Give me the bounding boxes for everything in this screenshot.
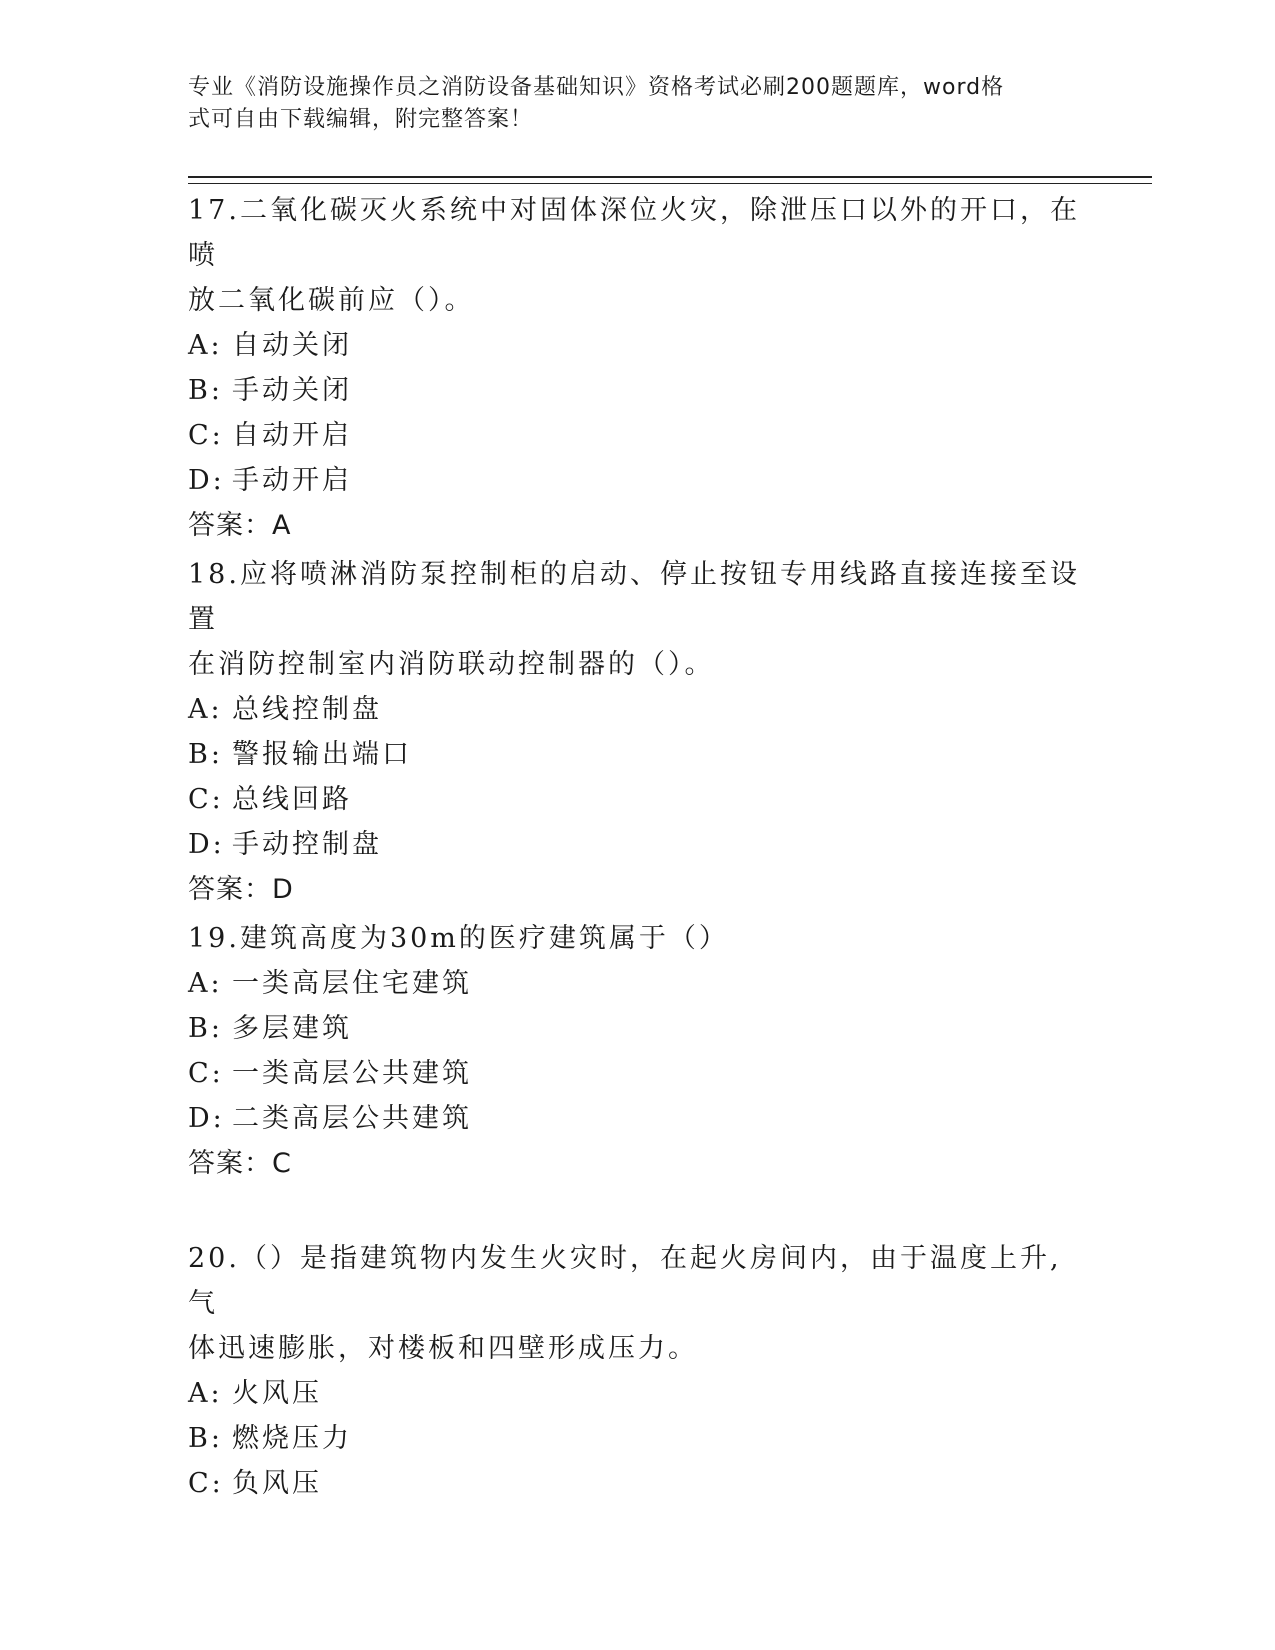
option-text: 多层建筑 [232, 1013, 352, 1044]
option-text: 总线回路 [232, 784, 352, 815]
option-key: C: [188, 1468, 224, 1499]
option-a [188, 1371, 1088, 1416]
question-text: 18.应将喷淋消防泵控制柜的启动、停止按钮专用线路直接连接至设置 [188, 559, 1080, 635]
header-line-2: 式可自由下载编辑，附完整答案！ [188, 107, 534, 132]
question-text: 17.二氧化碳灭火系统中对固体深位火灾，除泄压口以外的开口，在喷 [188, 195, 1080, 271]
header-line-1: 专业《消防设施操作员之消防设备基础知识》资格考试必刷200题题库，word格 [188, 75, 1005, 100]
option-a [188, 687, 1088, 732]
question-18 [188, 552, 1088, 912]
option-c [188, 413, 1088, 458]
option-key: C: [188, 1058, 224, 1089]
option-c [188, 777, 1088, 822]
option-d [188, 822, 1088, 867]
option-key: B: [188, 1013, 223, 1044]
option-key: B: [188, 1423, 223, 1454]
header-divider-thin [188, 183, 1152, 184]
option-text: 总线控制盘 [232, 694, 382, 725]
option-text: 二类高层公共建筑 [232, 1103, 472, 1134]
document-header [188, 72, 1088, 136]
answer-label: 答案：C [188, 1148, 292, 1179]
header-divider-thick [188, 176, 1152, 178]
option-c [188, 1461, 1088, 1506]
option-key: D: [188, 1103, 225, 1134]
option-text: 火风压 [232, 1378, 322, 1409]
option-key: D: [188, 465, 225, 496]
option-key: A: [188, 1378, 223, 1409]
answer-label: 答案：A [188, 510, 292, 541]
option-text: 燃烧压力 [232, 1423, 352, 1454]
option-key: B: [188, 375, 223, 406]
question-text-continued: 放二氧化碳前应（）。 [188, 285, 475, 316]
option-a [188, 323, 1088, 368]
option-key: D: [188, 829, 225, 860]
option-text: 自动关闭 [232, 330, 352, 361]
option-b [188, 732, 1088, 777]
option-c [188, 1051, 1088, 1096]
option-key: B: [188, 739, 223, 770]
option-text: 手动开启 [232, 465, 352, 496]
option-text: 负风压 [232, 1468, 322, 1499]
option-text: 一类高层公共建筑 [232, 1058, 472, 1089]
question-text-continued: 体迅速膨胀，对楼板和四壁形成压力。 [188, 1333, 698, 1364]
option-key: C: [188, 784, 224, 815]
question-19 [188, 916, 1088, 1186]
option-key: A: [188, 694, 223, 725]
question-17 [188, 188, 1088, 548]
question-text-continued: 在消防控制室内消防联动控制器的（）。 [188, 649, 715, 680]
option-key: A: [188, 968, 223, 999]
option-b [188, 1006, 1088, 1051]
option-text: 警报输出端口 [232, 739, 412, 770]
option-b [188, 1416, 1088, 1461]
option-text: 手动关闭 [232, 375, 352, 406]
option-text: 自动开启 [232, 420, 352, 451]
option-a [188, 961, 1088, 1006]
answer-label: 答案：D [188, 874, 294, 905]
option-key: C: [188, 420, 224, 451]
option-d [188, 458, 1088, 503]
question-text: 19.建筑高度为30m的医疗建筑属于（） [188, 923, 729, 954]
option-b [188, 368, 1088, 413]
option-d [188, 1096, 1088, 1141]
question-text: 20.（）是指建筑物内发生火灾时，在起火房间内，由于温度上升,气 [188, 1243, 1062, 1319]
option-text: 一类高层住宅建筑 [232, 968, 472, 999]
question-20 [188, 1236, 1088, 1506]
option-key: A: [188, 330, 223, 361]
option-text: 手动控制盘 [232, 829, 382, 860]
